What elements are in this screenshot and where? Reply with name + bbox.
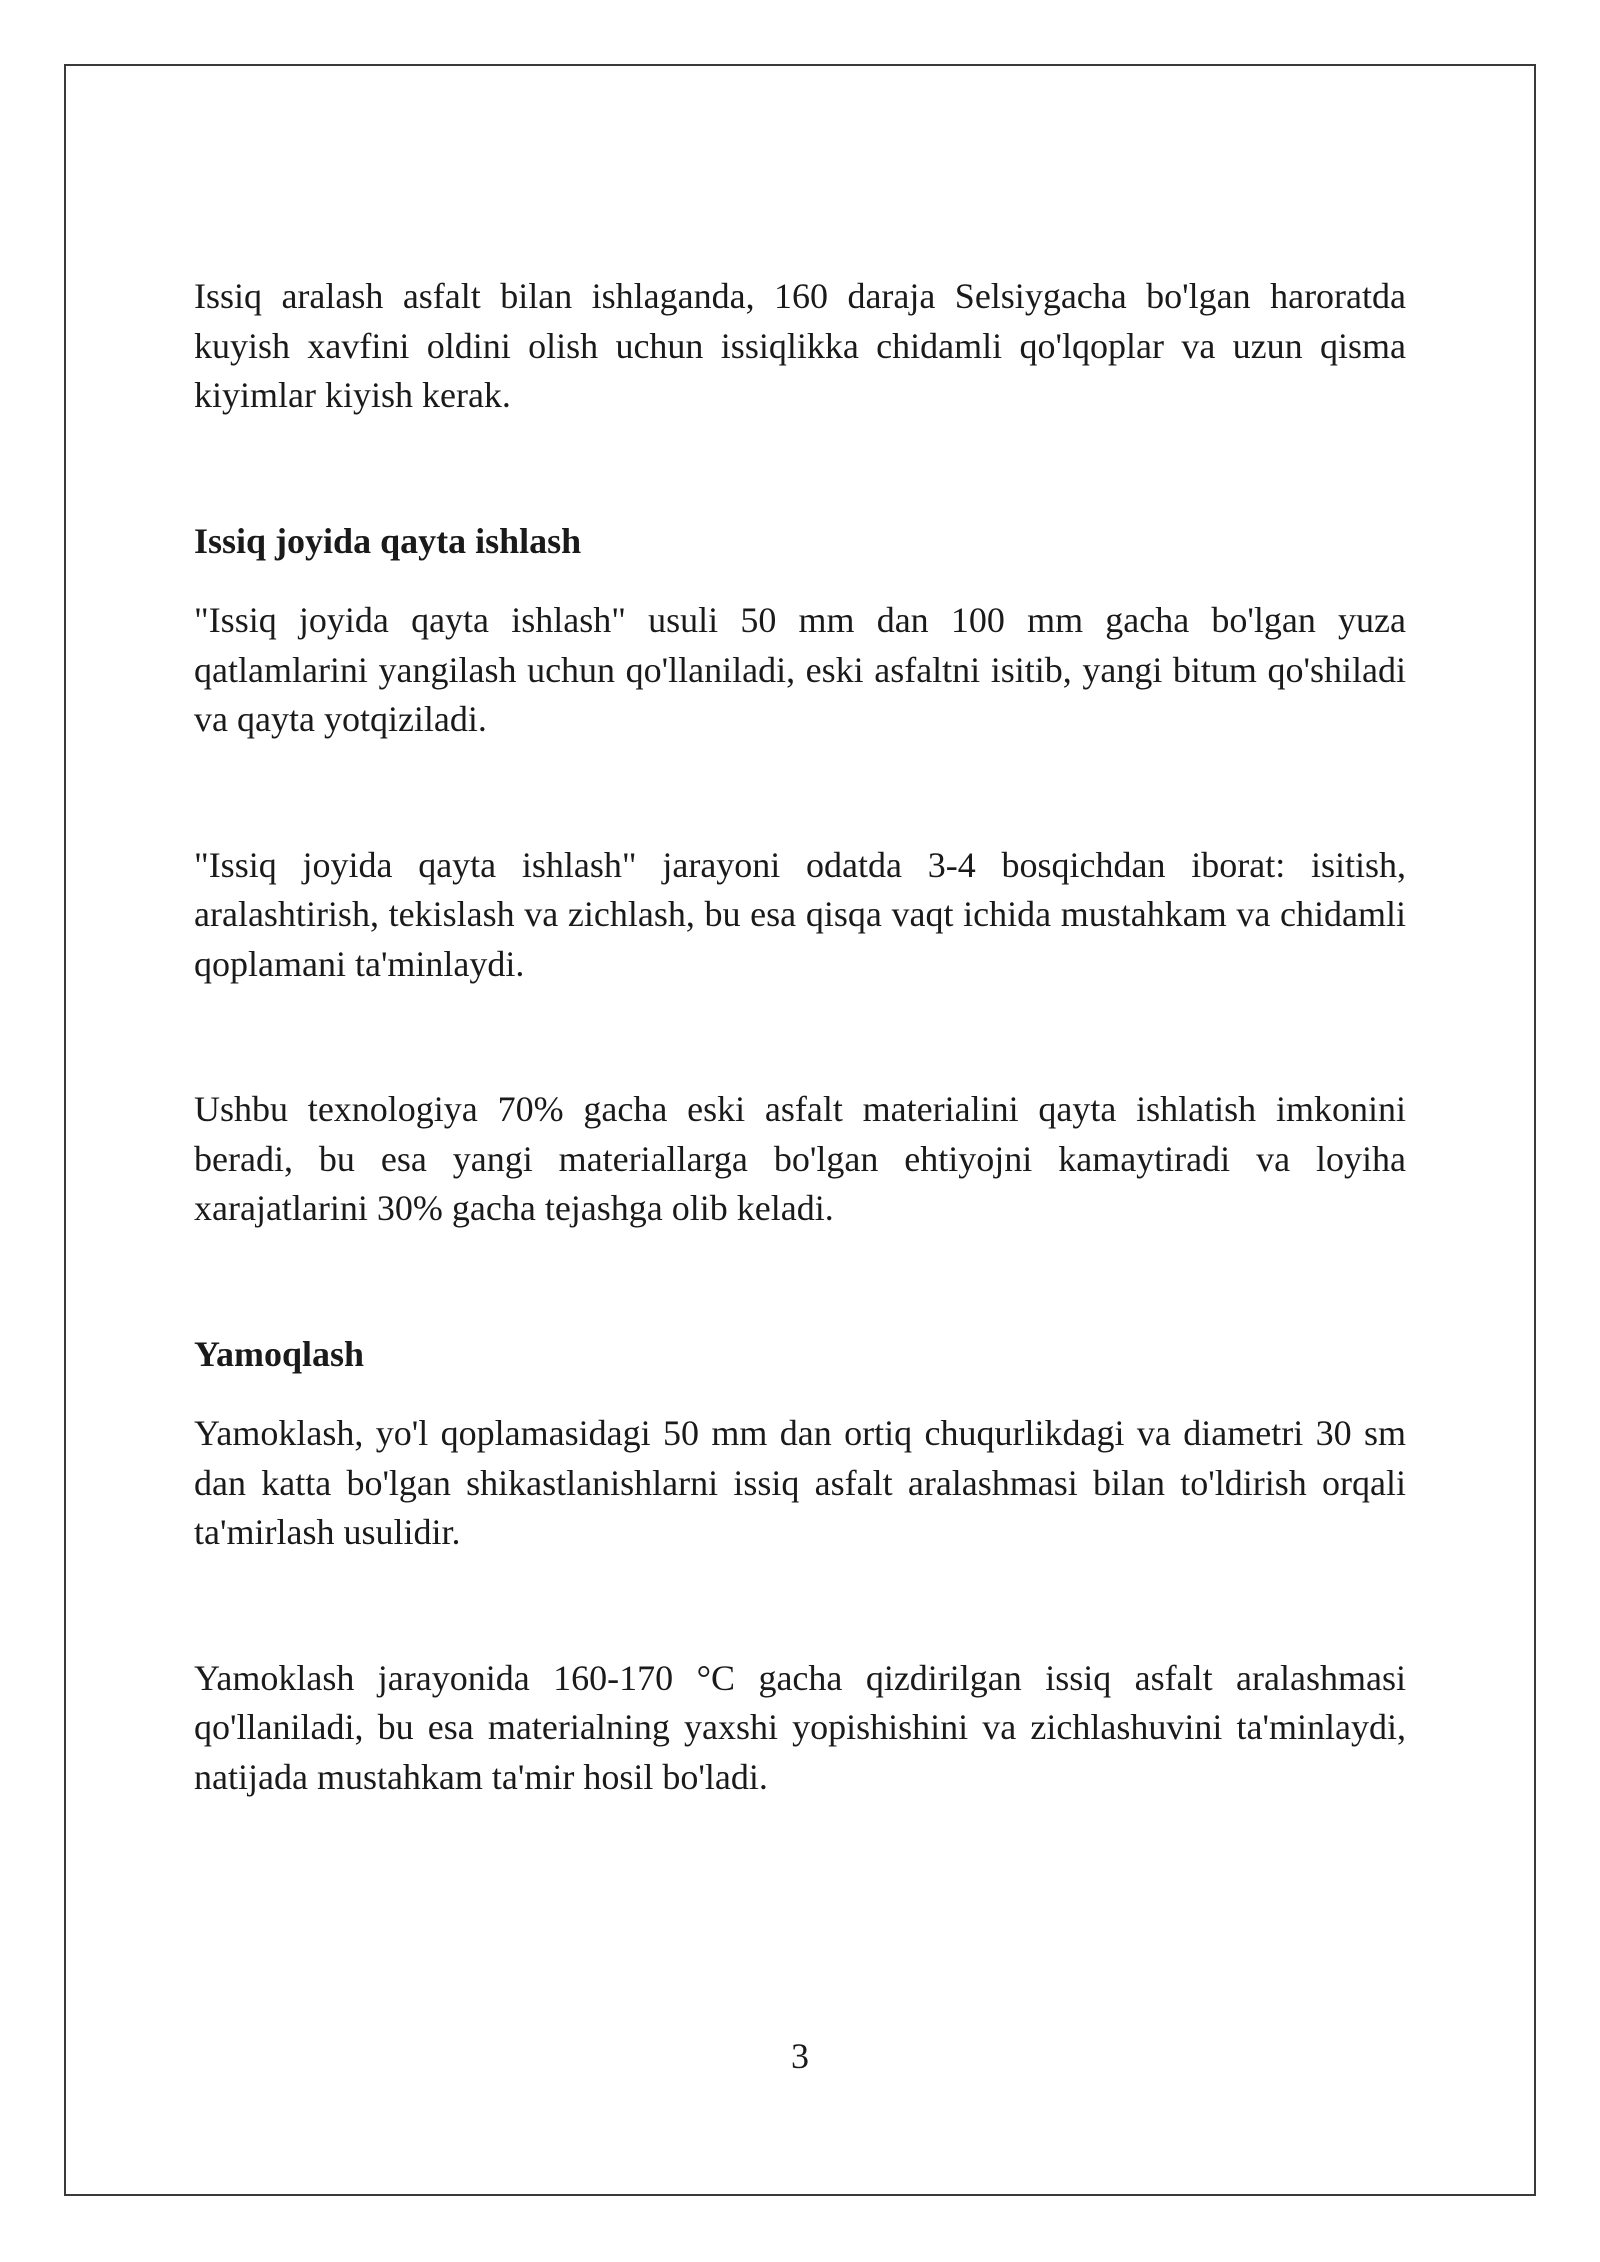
spacer — [194, 566, 1406, 596]
spacer — [194, 1234, 1406, 1330]
section-2-paragraph-1: Yamoklash, yo'l qoplamasidagi 50 mm dan ortiq chuqurlikdagi va diametri 30 sm dan katta bo'lgan shikastlanishlarni issiq asfalt aralashmasi bilan to'ldirish orqali ta'mirlash usulidir. — [194, 1413, 1406, 1552]
spacer — [194, 745, 1406, 841]
section-2-paragraph-2: Yamoklash jarayonida 160-170 °C gacha qizdirilgan issiq asfalt aralashmasi qo'llaniladi, bu esa materialning yaxshi yopishishini va zichlashuvini ta'minlaydi, natijada mustahkam ta'mir hosil bo'ladi. — [194, 1657, 1406, 1797]
spacer — [194, 1379, 1406, 1409]
section-1-paragraph-1: "Issiq joyida qayta ishlash" usuli 50 mm dan 100 mm gacha bo'lgan yuza qatlamlarini yangilash uchun qo'llaniladi, eski asfaltni isitib, yangi bitum qo'shiladi va qayta yotqiziladi. — [194, 600, 1406, 739]
spacer — [194, 421, 1406, 517]
section-heading-issiq-joyida: Issiq joyida qayta ishlash — [194, 520, 582, 561]
section-1-paragraph-3: Ushbu texnologiya 70% gacha eski asfalt materialini qayta ishlatish imkonini beradi, bu esa yangi materiallarga bo'lgan ehtiyojni kamaytiradi va loyiha xarajatlarini 30% gacha tejashga olib keladi. — [194, 1089, 1406, 1228]
document-body — [194, 272, 1406, 1802]
section-heading-yamoqlash: Yamoqlash — [194, 1333, 365, 1374]
spacer — [194, 1558, 1406, 1654]
spacer — [194, 989, 1406, 1085]
page-number: 3 — [791, 2036, 809, 2076]
intro-paragraph: Issiq aralash asfalt bilan ishlaganda, 160 daraja Selsiygacha bo'lgan haroratda kuyish xavfini oldini olish uchun issiqlikka chidamli qo'lqoplar va uzun qisma kiyimlar kiyish kerak. — [194, 276, 1406, 415]
section-1-paragraph-2: "Issiq joyida qayta ishlash" jarayoni odatda 3-4 bosqichdan iborat: isitish, aralashtirish, tekislash va zichlash, bu esa qisqa vaqt ichida mustahkam va chidamli qoplamani ta'minlaydi. — [194, 844, 1406, 984]
